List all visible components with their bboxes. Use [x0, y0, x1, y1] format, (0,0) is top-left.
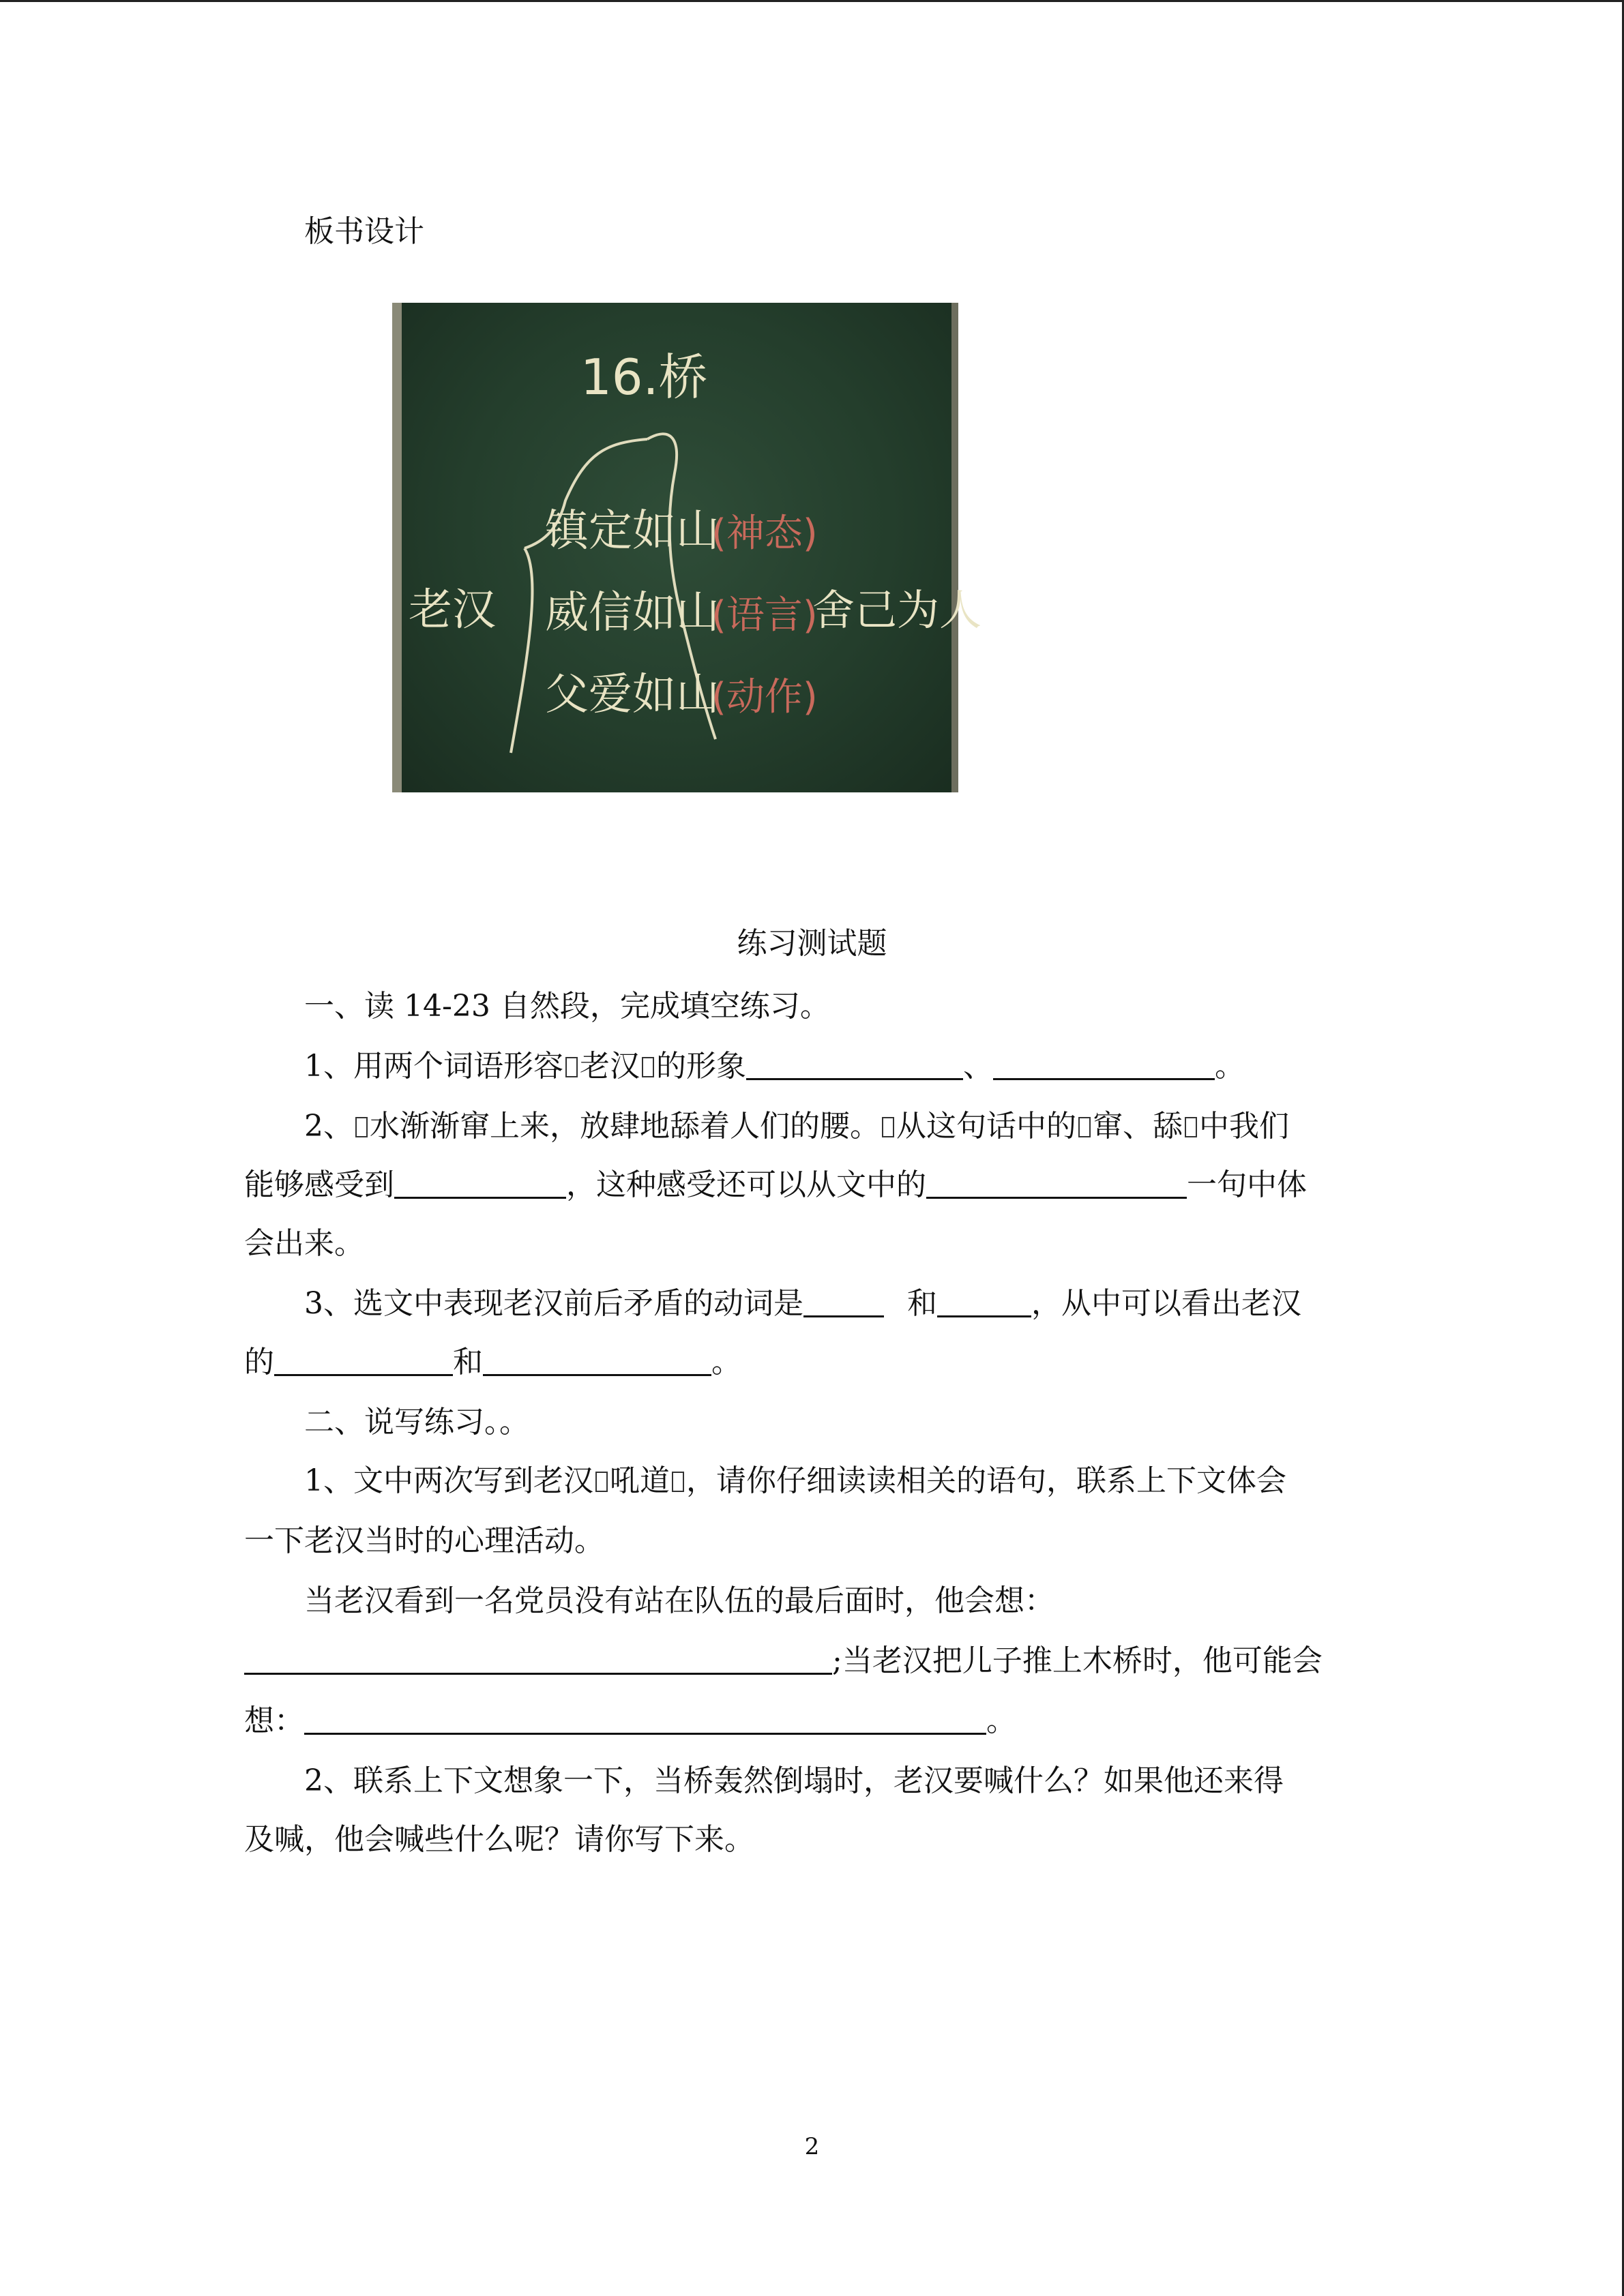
answer-blank[interactable]: [274, 1347, 453, 1376]
answer-blank[interactable]: [926, 1169, 1187, 1199]
answer-blank[interactable]: [483, 1347, 711, 1376]
missing-glyph-icon: [672, 1472, 684, 1492]
missing-glyph-icon: [595, 1472, 608, 1492]
question-4-line2: 一下老汉当时的心理活动。: [244, 1523, 604, 1558]
blackboard-title: 16.桥: [580, 348, 708, 406]
missing-glyph-icon: [355, 1117, 368, 1137]
section2-heading: 二、说写练习。。: [304, 1405, 529, 1440]
question-6-line1: 2、联系上下文想象一下，当桥轰然倒塌时，老汉要喊什么？如果他还来得: [304, 1763, 1284, 1798]
question-1: 1、用两个词语形容 老汉 的形象 、 。: [304, 1049, 1245, 1084]
question-2-line2: 能够感受到 ，这种感受还可以从文中的 一句中体: [244, 1167, 1307, 1202]
blackboard-phrase: 父爱如山: [545, 670, 720, 720]
blackboard-phrase: 威信如山: [545, 588, 720, 638]
page-border-top: [0, 0, 1624, 2]
exercise-title: 练习测试题: [737, 926, 887, 961]
answer-blank[interactable]: [746, 1051, 963, 1080]
answer-blank[interactable]: [304, 1705, 986, 1735]
blackboard-phrase: 镇定如山: [545, 506, 720, 556]
answer-blank[interactable]: [803, 1288, 884, 1317]
blackboard-note: (神态): [711, 511, 818, 556]
question-5-line1: 当老汉看到一名党员没有站在队伍的最后面时，他会想：: [304, 1583, 1054, 1618]
question-3-line1: 3、选文中表现老汉前后矛盾的动词是 和 ，从中可以看出老汉: [304, 1286, 1301, 1321]
missing-glyph-icon: [1185, 1117, 1197, 1137]
answer-blank[interactable]: [394, 1169, 566, 1199]
section-heading: 板书设计: [304, 214, 424, 249]
missing-glyph-icon: [565, 1057, 578, 1077]
missing-glyph-icon: [642, 1057, 654, 1077]
question-2-line3: 会出来。: [244, 1226, 364, 1261]
answer-blank[interactable]: [244, 1645, 832, 1675]
page-number: 2: [804, 2133, 820, 2160]
question-6-line2: 及喊，他会喊些什么呢？请你写下来。: [244, 1822, 754, 1857]
section1-heading: 一、读 14-23 自然段，完成填空练习。: [304, 989, 830, 1024]
question-5-line3: 想： 。: [244, 1703, 1016, 1738]
question-4-line1: 1、文中两次写到老汉 吼道 ，请你仔细读读相关的语句，联系上下文体会: [304, 1463, 1286, 1498]
blackboard-photo: [392, 303, 982, 792]
blackboard-summary: 舍己为人: [812, 585, 982, 635]
blackboard-note: (语言): [711, 593, 818, 638]
answer-blank[interactable]: [993, 1051, 1215, 1080]
missing-glyph-icon: [1078, 1117, 1091, 1137]
answer-blank[interactable]: [937, 1288, 1031, 1317]
missing-glyph-icon: [882, 1117, 894, 1137]
question-5-line2: ;当老汉把儿子推上木桥时，他可能会: [244, 1641, 1323, 1682]
blackboard-note: (动作): [711, 675, 818, 719]
blackboard-subject: 老汉: [409, 585, 496, 636]
question-3-line2: 的 和 。: [244, 1345, 741, 1380]
question-2-line1: 2、 水渐渐窜上来，放肆地舔着人们的腰。 从这句话中的 窜、舔 中我们: [304, 1109, 1289, 1144]
